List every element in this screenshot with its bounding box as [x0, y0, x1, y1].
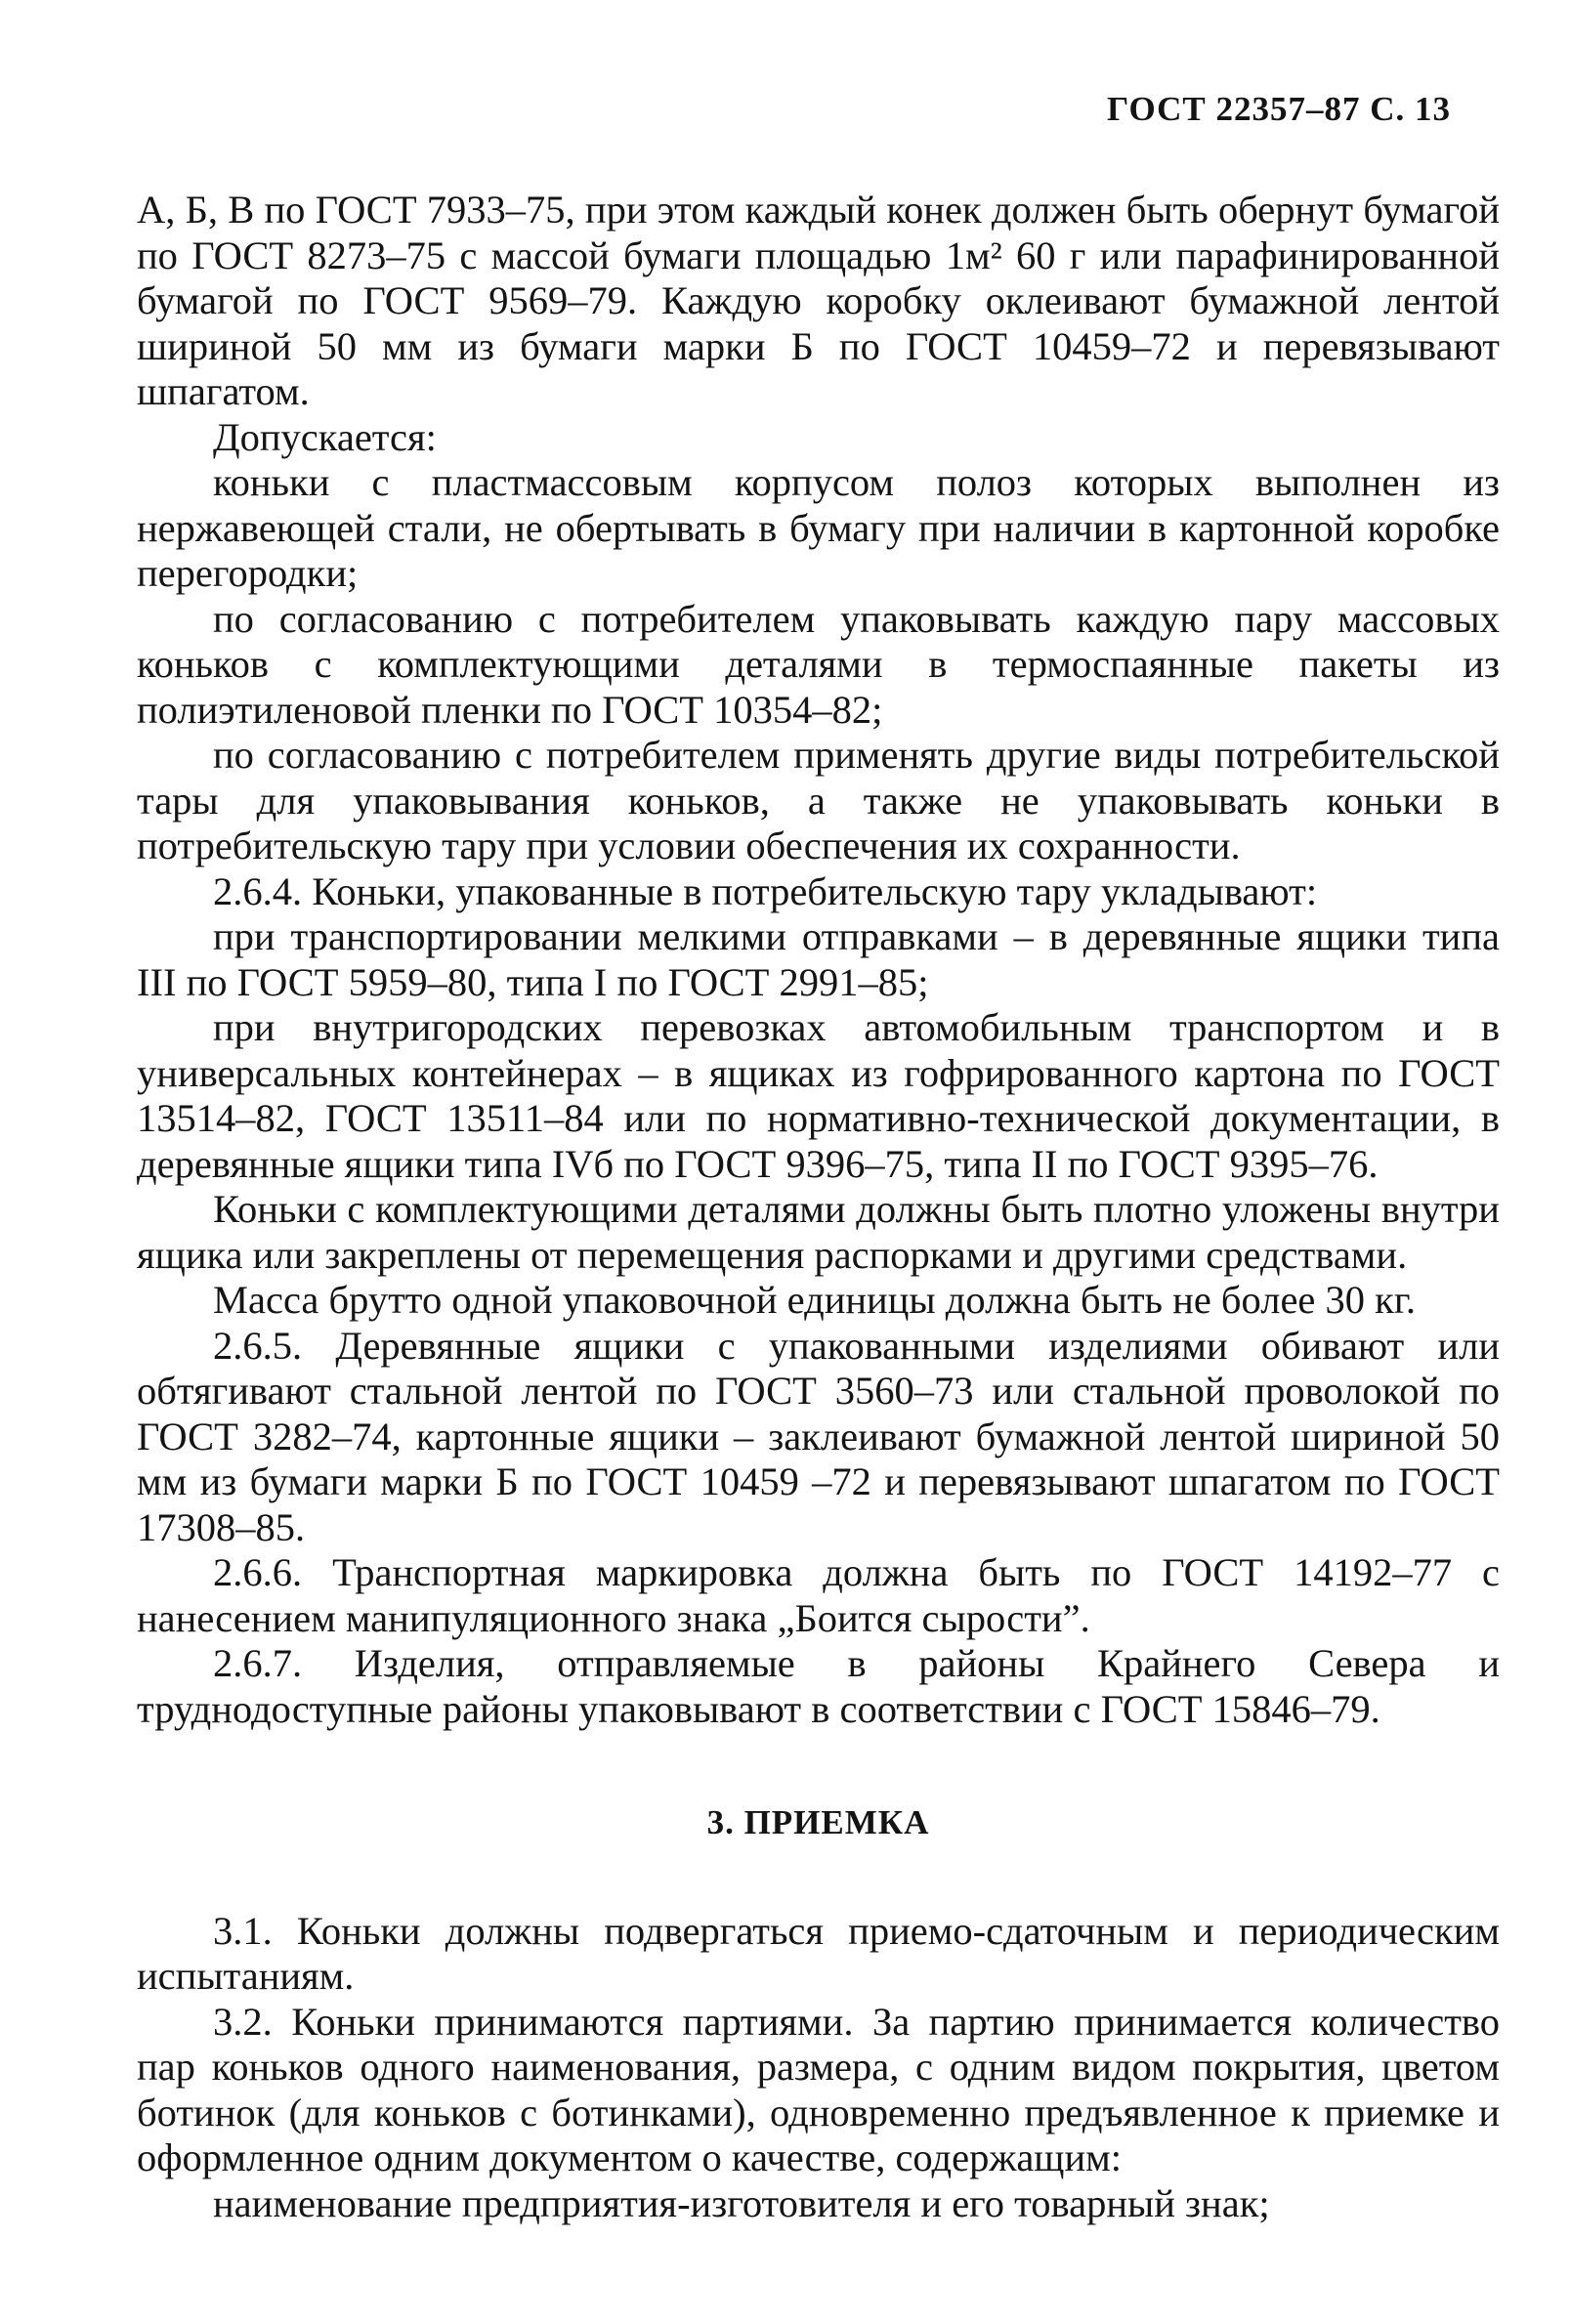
paragraph-allowed-other-packaging: по согласованию с потребителем применять другие виды потребительской тары для упаковывания коньков, а также не упаковывать коньки в потребительскую тару при условии обеспечения их сохранности. [137, 733, 1500, 867]
paragraph-3-1: 3.1. Коньки должны подвергаться приемо-сдаточным и периодическим испытаниям. [137, 1908, 1500, 1998]
paragraph-2-6-4: 2.6.4. Коньки, упакованные в потребительскую тару укладывают: [213, 868, 1318, 913]
paragraph-city-transport: при внутригородских перевозках автомобильным транспортом и в универсальных контейнерах – в ящиках из гофрированного картона по ГОСТ 13514–82, ГОСТ 13511–84 или по нормативно-технической документации, в деревянные ящики типа IVб по ГОСТ 9396–75, типа II по ГОСТ 9395–76. [137, 1005, 1500, 1186]
document-body [137, 188, 1500, 2226]
section-title-acceptance: 3. ПРИЕМКА [706, 1803, 930, 1841]
paragraph-2-6-7: 2.6.7. Изделия, отправляемые в районы Крайнего Севера и труднодоступные районы упаковывают в соответствии с ГОСТ 15846–79. [137, 1641, 1500, 1731]
paragraph-3-2: 3.2. Коньки принимаются партиями. За партию принимается количество пар коньков одного наименования, размера, с одним видом покрытия, цветом ботинок (для коньков с ботинками), одновременно предъявленное к приемке и оформленное одним документом о качестве, содержащим: [137, 1999, 1500, 2179]
paragraph-2-6-5: 2.6.5. Деревянные ящики с упакованными изделиями обивают или обтягивают стальной лентой по ГОСТ 3560–73 или стальной проволокой по ГОСТ 3282–74, картонные ящики – заклеивают бумажной лентой шириной 50 мм из бумаги марки Б по ГОСТ 10459 –72 и перевязывают шпагатом по ГОСТ 17308–85. [137, 1323, 1500, 1549]
paragraph-packaging-continuation: А, Б, В по ГОСТ 7933–75, при этом каждый конек должен быть обернут бумагой по ГОСТ 8273–75 с массой бумаги площадью 1м² 60 г или парафинированной бумагой по ГОСТ 9569–79. Каждую коробку оклеивают бумажной лентой шириной 50 мм из бумаги марки Б по ГОСТ 10459–72 и перевязывают шпагатом. [137, 188, 1500, 413]
paragraph-gross-mass: Масса брутто одной упаковочной единицы должна быть не более 30 кг. [213, 1278, 1416, 1322]
paragraph-manufacturer-name: наименование предприятия-изготовителя и его товарный знак; [213, 2180, 1270, 2225]
page-header: ГОСТ 22357–87 С. 13 [1107, 90, 1451, 128]
paragraph-allowed-plastic-skates: коньки с пластмассовым корпусом полоз которых выполнен из нержавеющей стали, не обертывать в бумагу при наличии в картонной коробке перегородки; [137, 460, 1500, 595]
paragraph-allowed-polyethylene-bags: по согласованию с потребителем упаковывать каждую пару массовых коньков с комплектующими деталями в термоспаянные пакеты из полиэтиленовой пленки по ГОСТ 10354–82; [137, 596, 1500, 732]
paragraph-components-placement: Коньки с комплектующими деталями должны быть плотно уложены внутри ящика или закреплены от перемещения распорками и другими средствами. [137, 1187, 1500, 1277]
paragraph-small-shipments: при транспортировании мелкими отправками – в деревянные ящики типа III по ГОСТ 5959–80, типа I по ГОСТ 2991–85; [137, 914, 1500, 1004]
paragraph-allowed-heading: Допускается: [213, 414, 437, 459]
paragraph-2-6-6: 2.6.6. Транспортная маркировка должна быть по ГОСТ 14192–77 с нанесением манипуляционного знака „Боится сырости”. [137, 1550, 1500, 1640]
